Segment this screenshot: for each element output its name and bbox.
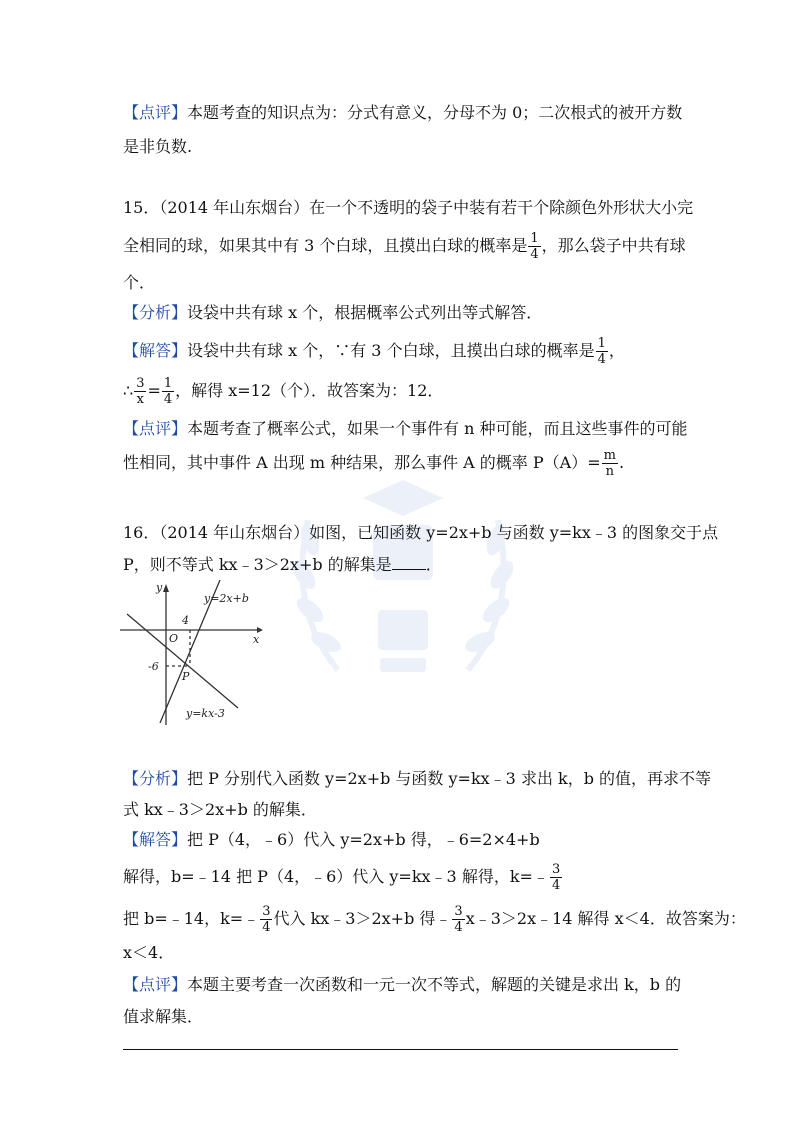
solution-text: 把 P（4，﹣6）代入 y=2x+b 得，﹣6=2×4+b [187, 830, 540, 849]
solution-tag: 【解答】 [123, 830, 188, 849]
x-axis-label: x [253, 633, 260, 646]
solution-text: 代入 kx﹣3＞2x+b 得﹣ [273, 909, 452, 928]
q15-analysis [123, 302, 683, 324]
analysis-text: 设袋中共有球 x 个，根据概率公式列出等式解答． [187, 303, 543, 322]
function-graph [120, 580, 265, 725]
comment-tag: 【点评】 [123, 975, 188, 994]
comment-text: 本题考查了概率公式，如果一个事件有 n 种可能，而且这些事件的可能 [187, 419, 688, 438]
q16-stem: 16．（2014 年山东烟台）如图，已知函数 y=2x+b 与函数 y=kx﹣3 的图象交于点 [123, 523, 719, 542]
q16-comment-cont: 值求解集． [123, 1007, 204, 1026]
q15-stem-cont [123, 231, 686, 262]
solution-text: x﹣3＞2x﹣14 解得 x＜4．故答案为： [465, 909, 746, 928]
footer-divider [123, 1049, 678, 1050]
solution-tag: 【解答】 [123, 341, 188, 360]
analysis-text: 把 P 分别代入函数 y=2x+b 与函数 y=kx﹣3 求出 k，b 的值，再求不等 [187, 769, 712, 788]
tick-x-label: 4 [182, 614, 189, 627]
q15-equation [123, 376, 683, 407]
comment-period: . [618, 453, 625, 472]
q16-stem-cont [123, 554, 683, 576]
therefore-symbol: ∴ [123, 381, 134, 400]
q16-analysis-cont: 式 kx﹣3＞2x+b 的解集． [123, 800, 317, 819]
analysis-tag: 【分析】 [123, 769, 188, 788]
q16-solution [123, 829, 683, 851]
solution-comma: ， [608, 341, 625, 360]
comment-tag: 【点评】 [123, 103, 188, 122]
line2-label: y=kx-3 [186, 707, 225, 720]
q15-solution [123, 336, 683, 367]
comment-text: 性相同，其中事件 A 出现 m 种结果，那么事件 A 的概率 P（A）= [123, 453, 601, 472]
q16-solution-l3 [123, 904, 746, 935]
y-axis-arrow-icon [163, 584, 169, 592]
fraction-m-over-n: $\frac{m}{n}$ [603, 448, 616, 479]
q16-solution-l2 [123, 862, 683, 893]
comment-text: 本题主要考查一次函数和一元一次不等式，解题的关键是求出 k，b 的 [187, 975, 682, 994]
q16-analysis [123, 768, 712, 790]
q15-stem: 15．（2014 年山东烟台）在一个不透明的袋子中装有若干个除颜色外形状大小完 [123, 198, 694, 217]
analysis-tag: 【分析】 [123, 303, 188, 322]
line-kx-minus-3 [127, 614, 238, 708]
fraction-one-quarter: $\frac{1}{4}$ [597, 336, 606, 367]
point-p-label: P [182, 670, 190, 683]
q15-stem-end: 个． [123, 273, 156, 292]
q15-comment [123, 418, 688, 440]
tick-y-label: -6 [148, 660, 159, 673]
y-axis-label: y [156, 581, 163, 594]
watermark-emblem-icon [268, 450, 538, 710]
comment-tag: 【点评】 [123, 419, 188, 438]
fraction-three-quarters: $\frac{3}{4}$ [262, 904, 271, 935]
comment-text: 本题考查的知识点为：分式有意义，分母不为 0；二次根式的被开方数 [187, 103, 683, 122]
solution-text: 解得，b=﹣14 把 P（4，﹣6）代入 y=kx﹣3 解得，k=﹣ [123, 867, 549, 886]
q16-stem-end: ． [425, 555, 442, 574]
solution-text: 设袋中共有球 x 个，∵有 3 个白球，且摸出白球的概率是 [187, 341, 595, 360]
fraction-three-quarters: $\frac{3}{4}$ [454, 904, 463, 935]
solution-text: 把 b=﹣14，k=﹣ [123, 909, 260, 928]
equals-sign: = [147, 381, 161, 400]
q15-comment-cont [123, 448, 683, 479]
fraction-three-over-x: $\frac{3}{x}$ [136, 376, 145, 407]
fraction-three-quarters: $\frac{3}{4}$ [551, 862, 561, 893]
line1-label: y=2x+b [204, 592, 249, 605]
fraction-one-quarter: $\frac{1}{4}$ [530, 231, 539, 262]
answer-blank [392, 555, 426, 570]
q16-comment [123, 974, 683, 996]
fraction-one-quarter: $\frac{1}{4}$ [163, 376, 173, 407]
q15-stem-text: 全相同的球，如果其中有 3 个白球，且摸出白球的概率是 [123, 236, 528, 255]
comment-line [123, 102, 683, 124]
origin-label: O [169, 632, 179, 645]
comment-text-cont: 是非负数. [123, 137, 193, 156]
q16-solution-l4: x＜4． [123, 943, 175, 962]
q15-stem-text-end: ，那么袋子中共有球 [541, 236, 686, 255]
equation-result: ，解得 x=12（个）．故答案为：12． [175, 381, 444, 400]
q16-stem-text: P，则不等式 kx﹣3＞2x+b 的解集是 [123, 555, 392, 574]
